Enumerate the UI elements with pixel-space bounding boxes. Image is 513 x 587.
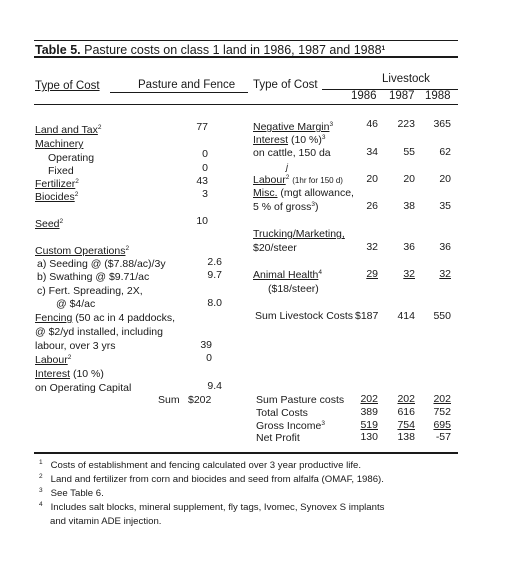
val-negative-margin-1986: 46 <box>366 118 378 130</box>
header-underline-left <box>110 92 248 93</box>
val-sum-livestock-1987: 414 <box>397 310 415 322</box>
val-sum-pasture-1987: 202 <box>397 393 415 405</box>
value-labour-left: 0 <box>206 352 212 364</box>
header-type-of-cost-left: Type of Cost <box>35 80 100 92</box>
row-misc-line2: 5 % of gross$^3$) <box>253 201 319 213</box>
row-interest-cattle: Interest (10 %)$^3$ <box>253 134 326 146</box>
val-labour-1986: 20 <box>366 173 378 185</box>
footnote-4: $^4$ Includes salt blocks, mineral supplement, fly tags, Ivomec, Synovex S implants <box>39 501 385 513</box>
row-trucking: Trucking/Marketing, <box>253 228 345 240</box>
val-sum-livestock-1988: 550 <box>433 310 451 322</box>
val-sum-livestock-1986: $187 <box>355 310 379 322</box>
val-net-profit-1987: 138 <box>397 431 415 443</box>
footnote-1: $^1$ Costs of establishment and fencing calculated over 3 year productive life. <box>39 459 361 471</box>
val-animal-health-1988: 32 <box>439 268 451 280</box>
row-machinery: Machinery <box>35 138 84 150</box>
table-title-note: 1 <box>381 45 386 52</box>
row-interest-cattle-line2: on cattle, 150 da <box>253 147 331 159</box>
table-title <box>35 43 385 57</box>
val-total-costs-1986: 389 <box>360 406 378 418</box>
value-fencing: 39 <box>200 339 212 351</box>
val-interest-cattle-1986: 34 <box>366 146 378 158</box>
row-trucking-line2: $20/steer <box>253 242 297 254</box>
row-fencing-line3: labour, over 3 yrs <box>35 340 116 352</box>
row-fert-spreading: c) Fert. Spreading, 2X, <box>37 285 143 297</box>
row-sum-pasture: Sum Pasture costs <box>256 394 345 406</box>
row-biocides: Biocides$^2$ <box>35 191 79 203</box>
val-trucking-1986: 32 <box>366 241 378 253</box>
row-gross-income: Gross Income$^3$ <box>256 420 325 432</box>
val-animal-health-1986: 29 <box>366 268 378 280</box>
val-labour-1988: 20 <box>439 173 451 185</box>
value-biocides: 3 <box>202 188 208 200</box>
value-swathing: 9.7 <box>207 269 222 281</box>
row-fixed: Fixed <box>48 165 74 177</box>
val-negative-margin-1988: 365 <box>433 118 451 130</box>
value-interest-left: 9.4 <box>207 380 222 392</box>
header-pasture-and-fence: Pasture and Fence <box>138 79 236 91</box>
top-rule <box>34 40 458 41</box>
table-bottom-rule <box>34 452 458 454</box>
val-labour-1987: 20 <box>403 173 415 185</box>
val-net-profit-1986: 130 <box>360 431 378 443</box>
val-misc-1986: 26 <box>366 200 378 212</box>
value-fert-spreading: 8.0 <box>207 297 222 309</box>
val-total-costs-1987: 616 <box>397 406 415 418</box>
table-title-text: Pasture costs on class 1 land in 1986, 1987 and 1988 <box>84 43 382 57</box>
row-labour-mark: j <box>286 162 288 172</box>
row-operating: Operating <box>48 152 95 164</box>
val-gross-income-1988: 695 <box>433 419 451 431</box>
row-sum-left: Sum <box>158 394 180 406</box>
footnote-4-line2: and vitamin ADE injection. <box>50 516 162 527</box>
header-livestock: Livestock <box>382 73 430 85</box>
value-fixed: 0 <box>202 162 208 174</box>
row-custom-operations: Custom Operations$^2$ <box>35 245 130 257</box>
row-interest-left: Interest (10 %) <box>35 368 104 380</box>
val-gross-income-1987: 754 <box>397 419 415 431</box>
header-year-1988: 1988 <box>425 90 451 102</box>
val-trucking-1988: 36 <box>439 241 451 253</box>
val-sum-pasture-1988: 202 <box>433 393 451 405</box>
header-bottom-rule <box>34 104 458 105</box>
val-interest-cattle-1987: 55 <box>403 146 415 158</box>
val-net-profit-1988: -57 <box>435 431 451 443</box>
row-sum-livestock: Sum Livestock Costs <box>255 310 354 322</box>
row-negative-margin: Negative Margin$^3$ <box>253 121 334 133</box>
row-net-profit: Net Profit <box>256 432 300 444</box>
val-gross-income-1986: 519 <box>360 419 378 431</box>
row-fert-spreading-rate: @ $4/ac <box>56 298 96 310</box>
row-seed: Seed$^2$ <box>35 218 64 230</box>
row-land-and-tax: Land and Tax$^2$ <box>35 124 102 136</box>
value-sum-left: $202 <box>188 394 212 406</box>
value-fertilizer: 43 <box>196 175 208 187</box>
val-interest-cattle-1988: 62 <box>439 146 451 158</box>
row-animal-health: Animal Health$^4$ <box>253 269 322 281</box>
row-labour-right: Labour$^2$ (1hr for 150 d) <box>253 174 343 186</box>
row-total-costs: Total Costs <box>256 407 308 419</box>
header-year-1986: 1986 <box>351 90 377 102</box>
val-total-costs-1988: 752 <box>433 406 451 418</box>
row-swathing: b) Swathing @ $9.71/ac <box>37 271 150 283</box>
footnote-2: $^2$ Land and fertilizer from corn and biocides and seed from alfalfa (OMAF, 1986). <box>39 473 384 485</box>
value-seeding: 2.6 <box>207 256 222 268</box>
row-interest-left-line2: on Operating Capital <box>35 382 132 394</box>
val-misc-1987: 38 <box>403 200 415 212</box>
val-misc-1988: 35 <box>439 200 451 212</box>
row-labour-left: Labour$^2$ <box>35 354 72 366</box>
footnote-3: $^3$ See Table 6. <box>39 487 104 499</box>
value-seed: 10 <box>196 215 208 227</box>
val-animal-health-1987: 32 <box>403 268 415 280</box>
row-misc: Misc. (mgt allowance, <box>253 187 354 199</box>
val-trucking-1987: 36 <box>403 241 415 253</box>
val-sum-pasture-1986: 202 <box>360 393 378 405</box>
row-fencing-line2: @ $2/yd installed, including <box>35 326 163 338</box>
header-year-1987: 1987 <box>389 90 415 102</box>
header-type-of-cost-right: Type of Cost <box>253 79 318 91</box>
value-land-and-tax: 77 <box>196 121 208 133</box>
row-animal-health-line2: ($18/steer) <box>268 283 319 295</box>
row-fertilizer: Fertilizer$^2$ <box>35 178 79 190</box>
val-negative-margin-1987: 223 <box>397 118 415 130</box>
value-operating: 0 <box>202 148 208 160</box>
table-label: Table 5. <box>35 43 81 57</box>
row-fencing: Fencing (50 ac in 4 paddocks, <box>35 312 176 324</box>
row-seeding: a) Seeding @ ($7.88/ac)/3y <box>37 258 166 270</box>
